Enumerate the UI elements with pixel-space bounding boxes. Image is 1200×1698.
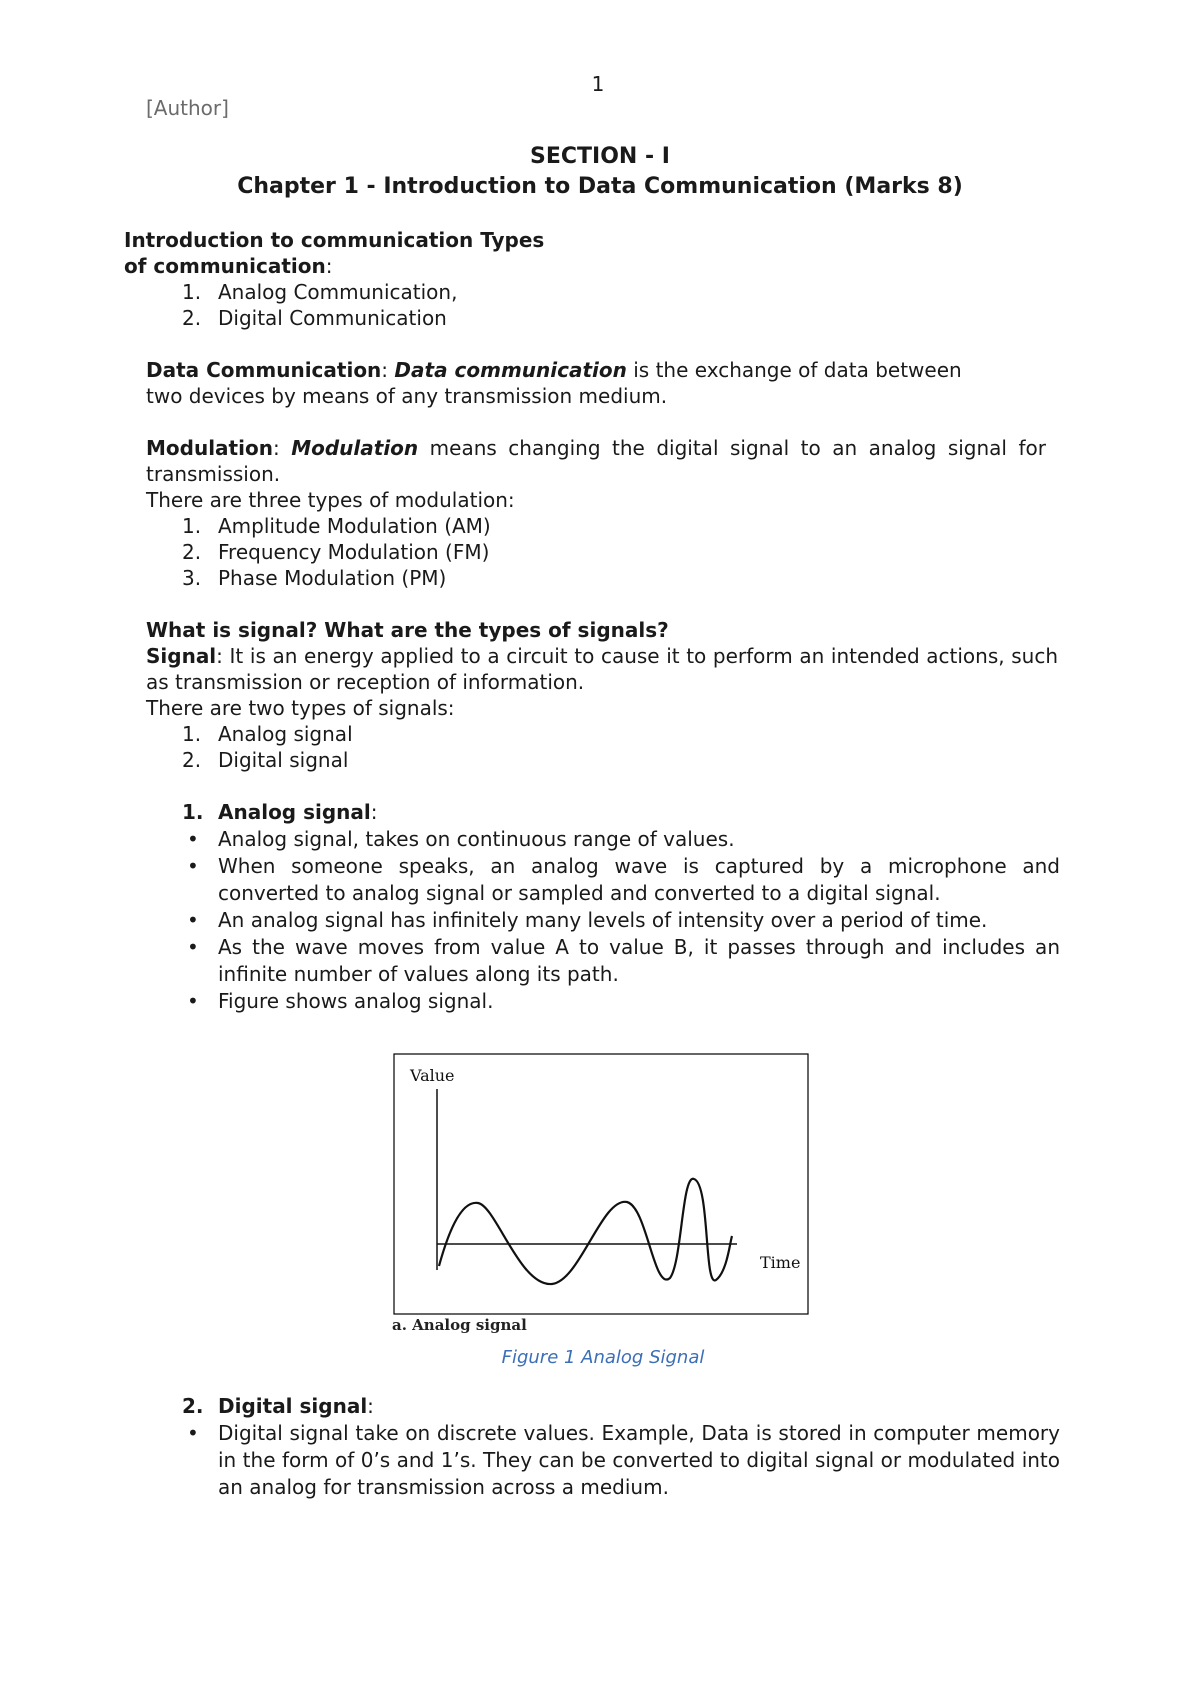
list-item: • An analog signal has infinitely many levels of intensity over a period of time. xyxy=(187,908,988,932)
modulation-types-intro: There are three types of modulation: xyxy=(146,488,515,512)
digital-bullets xyxy=(146,1420,1060,1501)
intro-colon: : xyxy=(325,254,333,278)
list-item: 2. Digital signal xyxy=(182,748,349,772)
list-item: 1. Amplitude Modulation (AM) xyxy=(182,514,491,538)
intro-heading-line1: Introduction to communication Types xyxy=(124,228,545,252)
list-item: • Figure shows analog signal. xyxy=(187,989,494,1013)
author-placeholder: [Author] xyxy=(146,96,229,120)
list-item: • When someone speaks, an analog wave is captured by a microphone and converted to analog signal or sampled and converted to a digital signal. xyxy=(187,854,1060,905)
digital-heading: 2. Digital signal: xyxy=(182,1394,374,1418)
analog-waveform xyxy=(439,1179,732,1284)
figure-caption: Figure 1 Analog Signal xyxy=(501,1347,705,1368)
list-item: 3. Phase Modulation (PM) xyxy=(182,566,447,590)
list-item: 1. Analog Communication, xyxy=(182,280,458,304)
modulation-list xyxy=(182,513,982,591)
list-item: 1. Analog signal xyxy=(182,722,353,746)
list-item: • Analog signal, takes on continuous range of values. xyxy=(187,827,735,851)
analog-heading: 1. Analog signal: xyxy=(182,800,378,824)
signal-question: What is signal? What are the types of signals? xyxy=(146,618,669,642)
analog-bullets xyxy=(146,826,1060,1015)
modulation-term: Modulation xyxy=(146,436,273,460)
figure-sub-caption: a. Analog signal xyxy=(392,1316,527,1334)
signal-term: Signal xyxy=(146,644,217,668)
list-item: 2. Digital Communication xyxy=(182,306,447,330)
digital-title: Digital signal xyxy=(218,1394,368,1418)
signal-list xyxy=(182,721,982,773)
intro-heading xyxy=(124,227,1024,279)
intro-heading-line2: of communication xyxy=(124,254,326,278)
chapter-title: Chapter 1 - Introduction to Data Communication (Marks 8) xyxy=(237,174,963,199)
analog-signal-figure xyxy=(392,1052,812,1334)
list-item: • As the wave moves from value A to value B, it passes through and includes an infinite number of values along its path. xyxy=(187,935,1060,986)
list-item: • Digital signal take on discrete values. Example, Data is stored in computer memory in the form of 0’s and 1’s. They can be converted to digital signal or modulated into an analog for transmission across a medium. xyxy=(187,1421,1060,1499)
data-communication-paragraph: Data Communication: Data communication is the exchange of data between two devices by means of any transmission medium. xyxy=(146,358,962,408)
analog-signal-diagram xyxy=(392,1052,812,1317)
analog-title: Analog signal xyxy=(218,800,371,824)
figure-x-label: Time xyxy=(760,1253,801,1272)
intro-list xyxy=(182,279,982,331)
data-communication-term-italic: Data communication xyxy=(394,358,627,382)
signal-types-intro: There are two types of signals: xyxy=(146,696,455,720)
signal-definition: Signal: It is an energy applied to a circuit to cause it to perform an intended actions, such as transmission or reception of information. xyxy=(146,644,1058,694)
modulation-paragraph: Modulation: Modulation means changing the digital signal to an analog signal for transmission. xyxy=(146,436,1046,486)
data-communication-term: Data Communication xyxy=(146,358,382,382)
modulation-term-italic: Modulation xyxy=(291,436,419,460)
section-title: SECTION - I xyxy=(530,144,670,169)
figure-y-label: Value xyxy=(410,1066,455,1085)
figure-frame xyxy=(394,1054,808,1314)
list-item: 2. Frequency Modulation (FM) xyxy=(182,540,490,564)
page-number: 1 xyxy=(591,72,605,96)
